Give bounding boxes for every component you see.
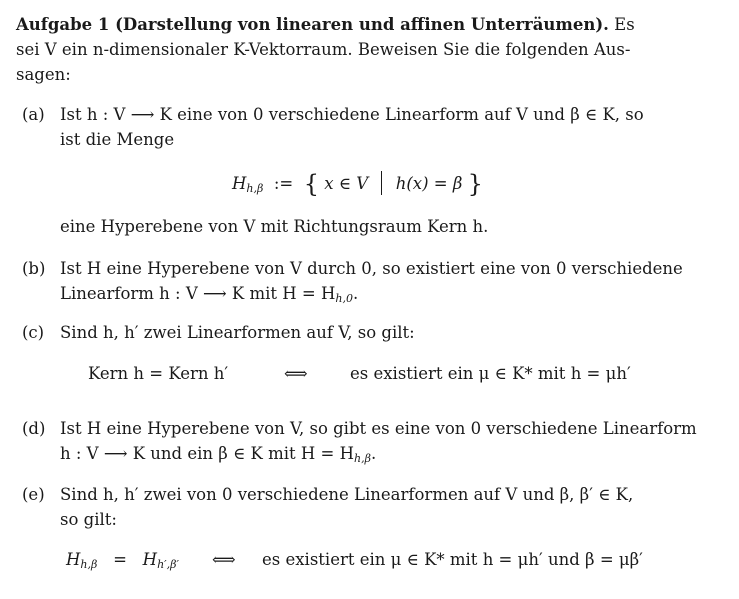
part-e-line1: Sind h, h′ zwei von 0 verschiedene Linearformen auf V und β, β′ ∈ K, [60,485,634,504]
exercise-title: Aufgabe 1 (Darstellung von linearen und affinen Unterräumen). [16,15,609,34]
part-e-formula-right: es existiert ein μ ∈ K* mit h = μh′ und β = μβ′ [262,550,643,569]
part-e-line2: so gilt: [60,510,117,529]
part-c-label: (c) [22,323,45,342]
intro-line2: sei V ein n-dimensionaler K-Vektorraum. Beweisen Sie die folgenden Aus- [16,40,631,59]
part-e-formula-left: $H_{h,\beta}$ = $H_{h',\beta'}$ [66,550,179,571]
part-c-formula-right: es existiert ein μ ∈ K* mit h = μh′ [350,364,631,383]
part-e-label: (e) [22,485,45,504]
set-bar [381,171,382,195]
part-c-formula: Kern h = Kern h′ [88,364,229,383]
part-d-line1: Ist H eine Hyperebene von V, so gibt es eine von 0 verschiedene Linearform [60,419,697,438]
intro-line1-rest: Es [608,15,635,34]
part-e-arrow: ⟺ [212,550,236,569]
exercise-intro [16,12,726,87]
part-a-line2: ist die Menge [60,130,175,149]
set-element: x ∈ V [324,174,369,193]
part-b-label: (b) [22,259,46,278]
part-a-label: (a) [22,105,45,124]
part-d-line2: h : V ⟶ K und ein β ∈ K mit $H = H_{h,\beta}$. [60,444,377,465]
part-a-line1: Ist h : V ⟶ K eine von 0 verschiedene Linearform auf V und β ∈ K, so [60,105,644,124]
part-c-line1: Sind h, h′ zwei Linearformen auf V, so gilt: [60,323,415,342]
part-a-formula: $H_{h,\beta}$ := { x ∈ V h(x) = β } [232,170,483,198]
part-b-line2: Linearform h : V ⟶ K mit $H = H_{h,0}$. [60,284,359,305]
set-condition: h(x) = β [395,174,463,193]
intro-line3: sagen: [16,65,71,84]
part-c-arrow: ⟺ [284,364,308,383]
part-d-label: (d) [22,419,46,438]
part-a-line3: eine Hyperebene von V mit Richtungsraum Kern h. [60,217,489,236]
part-b-line1: Ist H eine Hyperebene von V durch 0, so existiert eine von 0 verschiedene [60,259,683,278]
